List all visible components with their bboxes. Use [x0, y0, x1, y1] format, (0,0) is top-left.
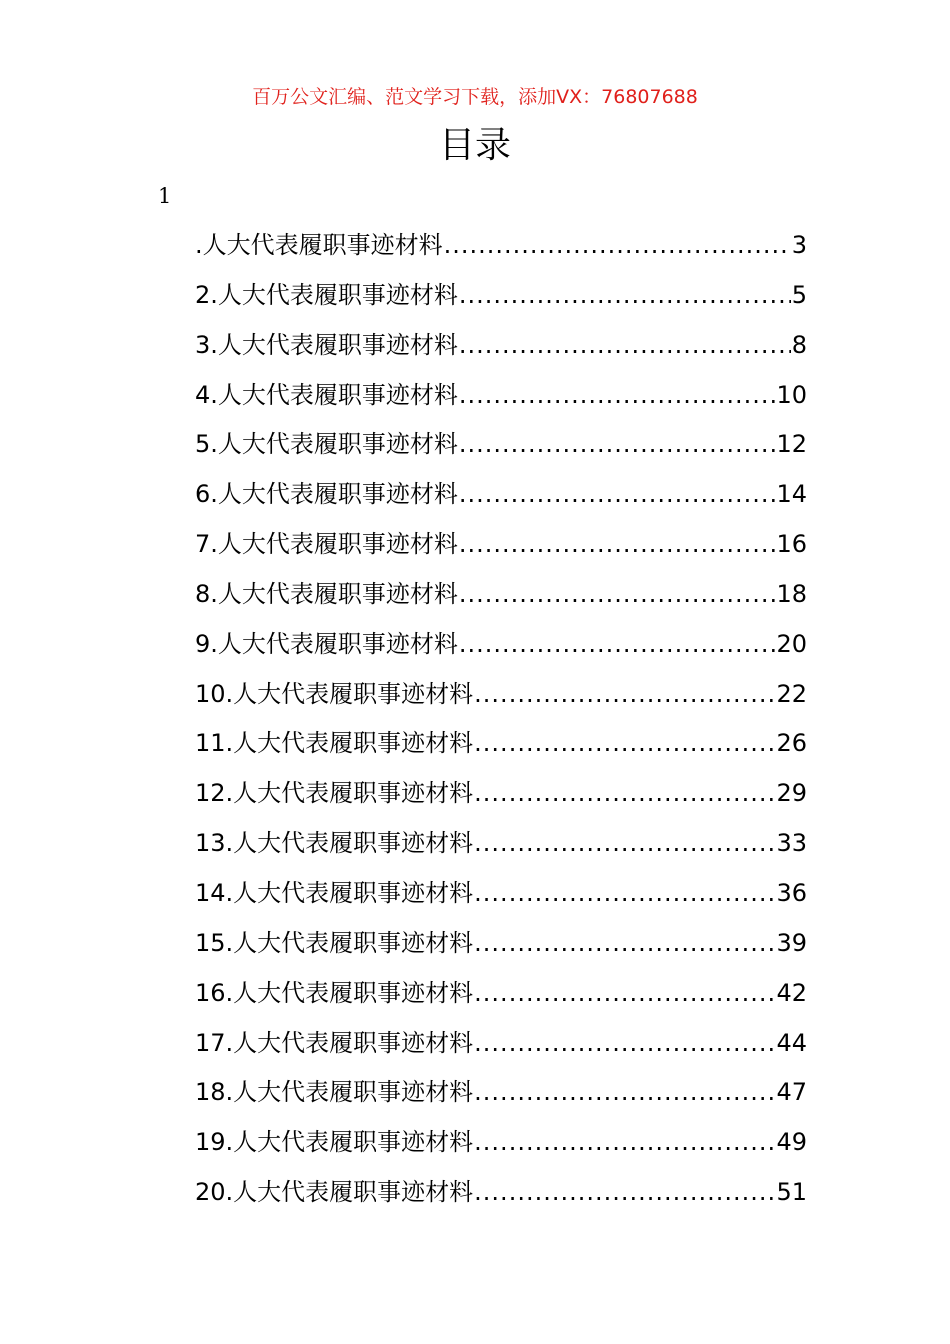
toc-entry[interactable]: [195, 776, 807, 826]
toc-entry[interactable]: [195, 1075, 807, 1125]
toc-entry-page: 36: [776, 878, 807, 907]
toc-entry-label: 2.人大代表履职事迹材料: [195, 280, 458, 309]
toc-entry-page: 39: [776, 928, 807, 957]
toc-entry-label: 8.人大代表履职事迹材料: [195, 579, 458, 608]
toc-entry-page: 33: [776, 829, 807, 858]
toc-entry-page: 12: [776, 430, 807, 459]
toc-entry-page: 49: [776, 1128, 807, 1157]
toc-entry-label: 12.人大代表履职事迹材料: [195, 779, 474, 808]
toc-entry-page: 18: [776, 579, 807, 608]
toc-entry[interactable]: [195, 228, 807, 278]
toc-leader-dots: [474, 826, 775, 860]
toc-leader-dots: [474, 1125, 775, 1159]
toc-entry[interactable]: [195, 926, 807, 976]
toc-leader-dots: [459, 527, 776, 561]
toc-entry-page: 42: [776, 978, 807, 1007]
toc-entry[interactable]: [195, 627, 807, 677]
toc-leader-dots: [459, 328, 791, 362]
toc-leader-dots: [474, 677, 775, 711]
toc-entry-page: 44: [776, 1028, 807, 1057]
toc-entry[interactable]: [195, 427, 807, 477]
toc-entry-page: 22: [776, 679, 807, 708]
toc-entry[interactable]: [195, 477, 807, 527]
toc-leader-dots: [459, 577, 776, 611]
toc-entry-label: 5.人大代表履职事迹材料: [195, 430, 458, 459]
toc-entry-label: .人大代表履职事迹材料: [195, 231, 443, 259]
toc-entry-label: 18.人大代表履职事迹材料: [195, 1078, 474, 1107]
toc-entry[interactable]: [195, 976, 807, 1026]
toc-entry[interactable]: [195, 826, 807, 876]
toc-leader-dots: [474, 1026, 775, 1060]
toc-leader-dots: [444, 228, 791, 262]
table-of-contents: [195, 228, 807, 1225]
toc-entry-label: 7.人大代表履职事迹材料: [195, 530, 458, 559]
toc-entry-page: 10: [776, 380, 807, 409]
toc-entry-page: 26: [776, 729, 807, 758]
toc-leader-dots: [474, 1175, 775, 1209]
toc-entry-page: 51: [776, 1178, 807, 1207]
toc-leader-dots: [474, 1075, 775, 1109]
toc-entry-label: 11.人大代表履职事迹材料: [195, 729, 474, 758]
toc-leader-dots: [459, 278, 791, 312]
toc-entry-label: 14.人大代表履职事迹材料: [195, 878, 474, 907]
toc-leader-dots: [474, 976, 775, 1010]
toc-entry[interactable]: [195, 1175, 807, 1225]
header-contact-line: 百万公文汇编、范文学习下载，添加VX：76807688: [252, 86, 698, 108]
toc-leader-dots: [474, 926, 775, 960]
page-marker: 1: [158, 184, 172, 208]
toc-entry[interactable]: [195, 876, 807, 926]
toc-entry[interactable]: [195, 328, 807, 378]
toc-entry[interactable]: [195, 527, 807, 577]
toc-leader-dots: [459, 378, 776, 412]
toc-entry-page: 29: [776, 779, 807, 808]
toc-entry[interactable]: [195, 278, 807, 328]
toc-entry-page: 16: [776, 530, 807, 559]
toc-entry-page: 3: [791, 231, 807, 259]
toc-leader-dots: [474, 726, 775, 760]
toc-entry-label: 16.人大代表履职事迹材料: [195, 978, 474, 1007]
page-title: 目录: [438, 125, 511, 166]
toc-entry-page: 14: [776, 480, 807, 509]
toc-entry-label: 17.人大代表履职事迹材料: [195, 1028, 474, 1057]
toc-leader-dots: [459, 627, 776, 661]
toc-entry[interactable]: [195, 726, 807, 776]
toc-entry-label: 13.人大代表履职事迹材料: [195, 829, 474, 858]
toc-entry[interactable]: [195, 378, 807, 428]
toc-entry-label: 3.人大代表履职事迹材料: [195, 330, 458, 359]
toc-entry[interactable]: [195, 577, 807, 627]
toc-entry[interactable]: [195, 677, 807, 727]
toc-entry-label: 10.人大代表履职事迹材料: [195, 679, 474, 708]
toc-entry[interactable]: [195, 1125, 807, 1175]
toc-leader-dots: [474, 876, 775, 910]
toc-leader-dots: [459, 427, 776, 461]
toc-entry-page: 20: [776, 629, 807, 658]
toc-entry-label: 19.人大代表履职事迹材料: [195, 1128, 474, 1157]
toc-entry-label: 4.人大代表履职事迹材料: [195, 380, 458, 409]
toc-entry-page: 5: [791, 280, 807, 309]
toc-entry-page: 8: [791, 330, 807, 359]
toc-entry-label: 20.人大代表履职事迹材料: [195, 1178, 474, 1207]
toc-entry-label: 15.人大代表履职事迹材料: [195, 928, 474, 957]
toc-entry-label: 9.人大代表履职事迹材料: [195, 629, 458, 658]
toc-entry-label: 6.人大代表履职事迹材料: [195, 480, 458, 509]
toc-entry[interactable]: [195, 1026, 807, 1076]
toc-leader-dots: [474, 776, 775, 810]
toc-entry-page: 47: [776, 1078, 807, 1107]
toc-leader-dots: [459, 477, 776, 511]
